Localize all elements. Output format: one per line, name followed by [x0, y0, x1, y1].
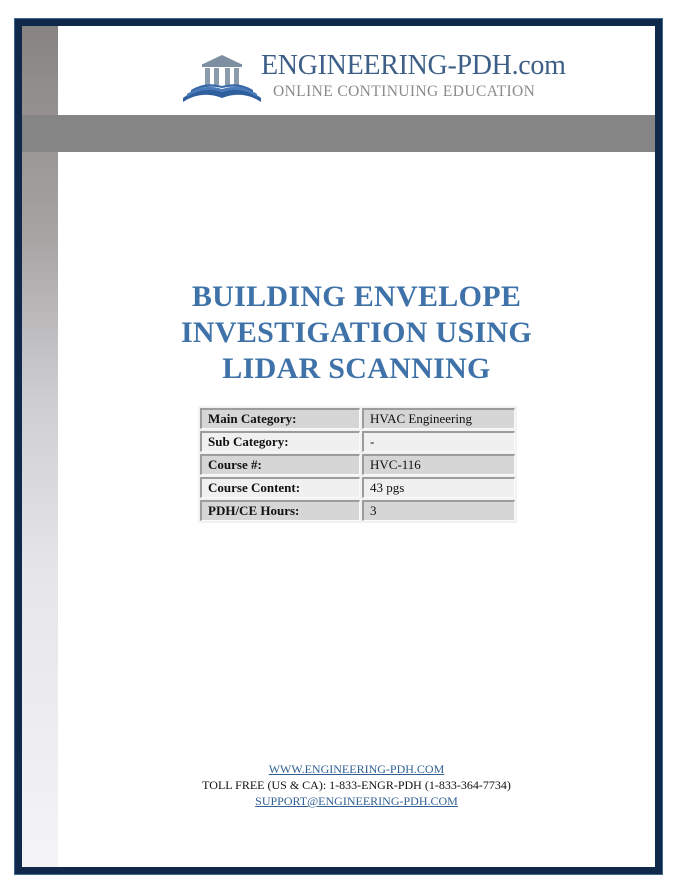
- row-label: Sub Category:: [200, 431, 360, 452]
- row-label: Course Content:: [200, 477, 360, 498]
- logo-title: ENGINEERING-PDH.com: [261, 50, 566, 81]
- sidebar-gradient: [22, 26, 58, 867]
- table-row: [200, 477, 515, 498]
- website-link[interactable]: WWW.ENGINEERING-PDH.COM: [268, 762, 445, 776]
- table-row: [200, 500, 515, 521]
- logo-subtitle: ONLINE CONTINUING EDUCATION: [273, 83, 536, 100]
- row-label: Main Category:: [200, 408, 360, 429]
- row-label: Course #:: [200, 454, 360, 475]
- table-row: [200, 454, 515, 475]
- header-band: [22, 115, 655, 152]
- page-frame: [15, 19, 662, 874]
- title-line: INVESTIGATION USING: [180, 316, 533, 349]
- row-value: 3: [362, 500, 515, 521]
- footer: [58, 761, 655, 809]
- table-row: [200, 408, 515, 429]
- row-value: 43 pgs: [362, 477, 515, 498]
- row-value: HVAC Engineering: [362, 408, 515, 429]
- row-value: HVC-116: [362, 454, 515, 475]
- title-line: LIDAR SCANNING: [222, 352, 491, 385]
- course-title: [58, 279, 655, 387]
- phone-text: TOLL FREE (US & CA): 1-833-ENGR-PDH (1-833-364-7734): [202, 778, 511, 792]
- email-link[interactable]: SUPPORT@ENGINEERING-PDH.COM: [255, 794, 458, 808]
- course-info-table: [198, 406, 517, 523]
- logo: [181, 50, 566, 106]
- temple-book-icon: [181, 54, 263, 104]
- title-line: BUILDING ENVELOPE: [191, 280, 522, 313]
- table-row: [200, 431, 515, 452]
- row-value: -: [362, 431, 515, 452]
- row-label: PDH/CE Hours:: [200, 500, 360, 521]
